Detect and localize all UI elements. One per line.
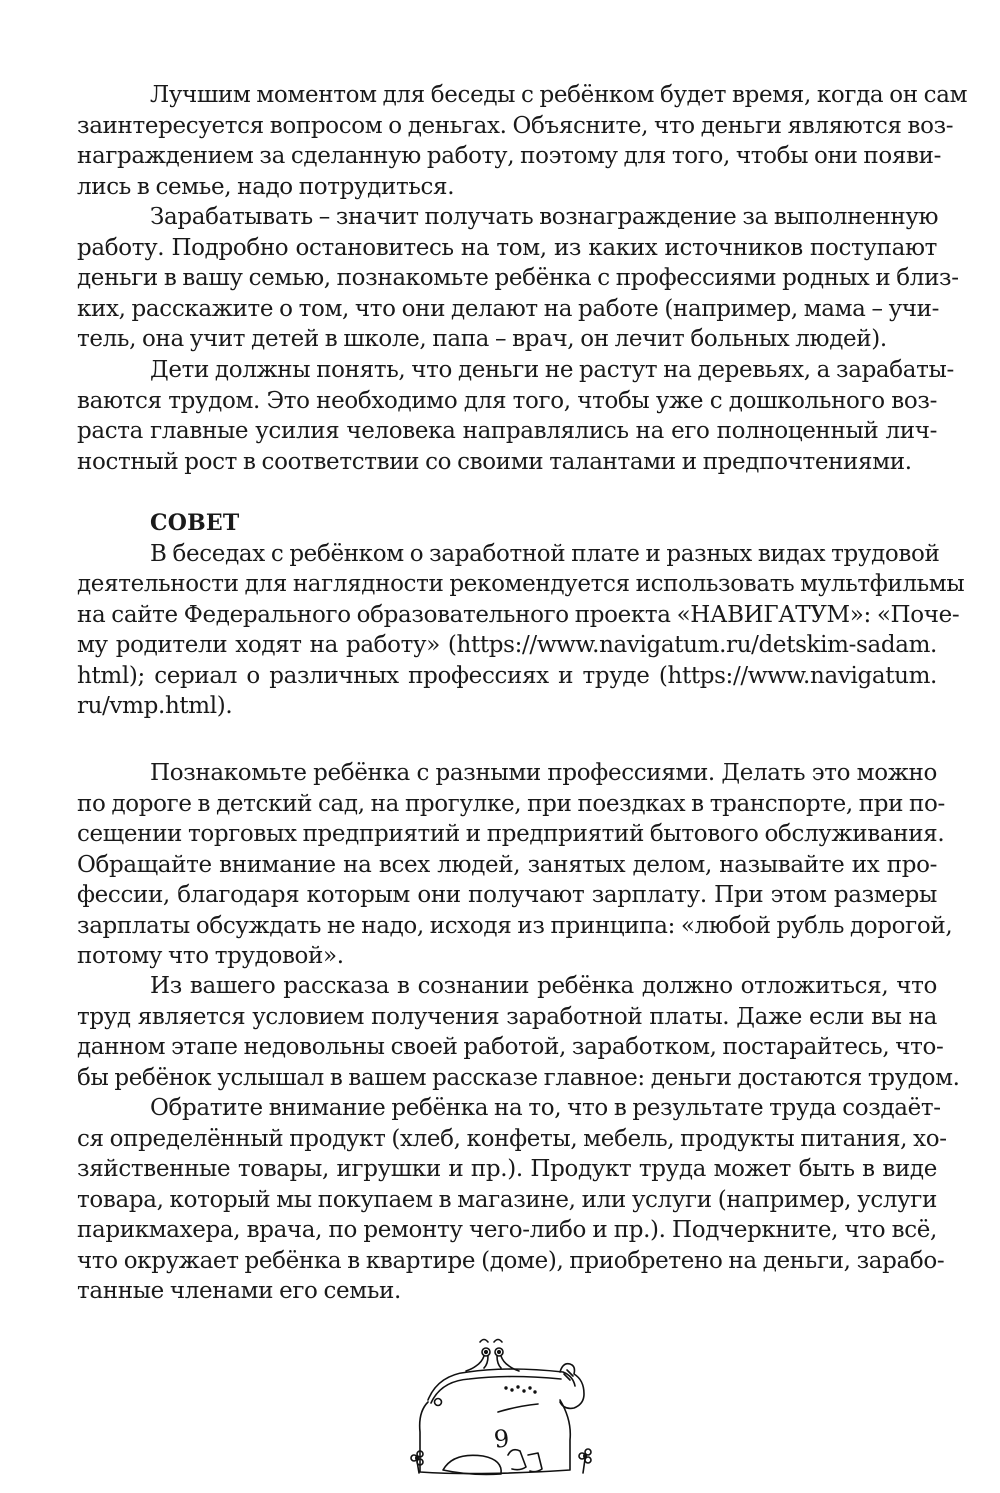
text-line: Познакомьте ребёнка с разными профессиями. Делать это можно xyxy=(150,760,937,786)
paragraph-children-understand xyxy=(77,355,954,477)
text-line: зарплаты обсуждать не надо, исходя из принципа: «любой рубль дорогой, xyxy=(77,912,953,939)
flower-right-icon xyxy=(579,1449,591,1473)
text-line: ких, расскажите о том, что они делают на работе (например, мама – учи- xyxy=(77,295,940,322)
text-line: Из вашего рассказа в сознании ребёнка должно отложиться, что xyxy=(150,973,937,999)
text-line: му родители ходят на работу» (https://www.navigatum.ru/detskim-sadam. xyxy=(77,632,937,658)
text-line: деньги в вашу семью, познакомьте ребёнка с профессиями родных и близ- xyxy=(77,265,959,291)
paragraph-product-of-labor xyxy=(77,1093,947,1307)
text-line: html); сериал о различных профессиях и труде (https://www.navigatum. xyxy=(77,662,937,689)
mouth xyxy=(498,1404,538,1412)
text-line: Обращайте внимание на всех людей, занятых делом, называйте их про- xyxy=(77,851,937,878)
text-line: труд является условием получения заработной платы. Даже если вы на xyxy=(77,1003,937,1030)
text-line: на сайте Федерального образовательного проекта «НАВИГАТУМ»: «Поче- xyxy=(77,601,960,628)
text-line: работу. Подробно остановитесь на том, из каких источников поступают xyxy=(77,234,937,261)
text-line: лись в семье, надо потрудиться. xyxy=(77,173,455,200)
text-line: тель, она учит детей в школе, папа – врач, он лечит больных людей). xyxy=(77,326,887,352)
advice-heading: СОВЕТ xyxy=(150,510,240,536)
text-line: деятельности для наглядности рекомендуется использовать мультфильмы xyxy=(77,571,965,597)
page-number: 9 xyxy=(492,1424,511,1454)
text-line: фессии, благодаря которым они получают зарплату. При этом размеры xyxy=(77,882,937,908)
paragraph-earning xyxy=(77,202,959,355)
text-line: бы ребёнок услышал в вашем рассказе главное: деньги достаются трудом. xyxy=(77,1064,960,1091)
text-line: Обратите внимание ребёнка на то, что в результате труда создаёт- xyxy=(150,1095,941,1121)
eyebrow-left xyxy=(480,1340,488,1343)
text-line: ru/vmp.html). xyxy=(77,693,233,719)
eyebrow-right xyxy=(494,1340,502,1343)
text-line: по дороге в детский сад, на прогулке, при поездках в транспорте, при по- xyxy=(77,790,945,817)
text-line: Лучшим моментом для беседы с ребёнком будет время, когда он сам xyxy=(150,82,968,108)
text-line: сещении торговых предприятий и предприятий бытового обслуживания. xyxy=(77,821,945,847)
text-line: потому что трудовой». xyxy=(77,943,344,969)
text-line: танные членами его семьи. xyxy=(77,1278,401,1304)
text-line: Зарабатывать – значит получать вознаграждение за выполненную xyxy=(150,204,939,230)
clasp-knob xyxy=(435,1399,442,1406)
text-line: ностный рост в соответствии со своими талантами и предпочтениями. xyxy=(77,448,912,475)
text-line: В беседах с ребёнком о заработной плате и разных видах трудовой xyxy=(150,540,940,567)
paragraph-your-story xyxy=(77,971,960,1093)
text-line: заинтересуется вопросом о деньгах. Объясните, что деньги являются воз- xyxy=(77,112,954,139)
text-line: данном этапе недовольны своей работой, заработком, постарайтесь, что- xyxy=(77,1034,944,1060)
paragraph-best-moment xyxy=(77,80,968,202)
text-line: ваются трудом. Это необходимо для того, чтобы уже с дошкольного воз- xyxy=(77,387,937,414)
text-line: парикмахера, врача, по ремонту чего-либо и пр.). Подчеркните, что всё, xyxy=(77,1217,937,1243)
purse-mascot-icon xyxy=(408,1330,598,1480)
text-line: что окружает ребёнка в квартире (доме), приобретено на деньги, зарабо- xyxy=(77,1247,945,1274)
text-line: зяйственные товары, игрушки и пр.). Продукт труда может быть в виде xyxy=(77,1156,937,1182)
text-line: ся определённый продукт (хлеб, конфеты, мебель, продукты питания, хо- xyxy=(77,1125,947,1152)
text-line: Дети должны понять, что деньги не растут на деревьях, а зарабаты- xyxy=(150,357,954,383)
text-line: товара, который мы покупаем в магазине, или услуги (например, услуги xyxy=(77,1186,937,1213)
paragraph-professions xyxy=(77,758,953,972)
advice-block xyxy=(77,508,965,722)
text-line: раста главные усилия человека направлялись на его полноценный лич- xyxy=(77,418,937,444)
text-line: награждением за сделанную работу, поэтому для того, чтобы они появи- xyxy=(77,143,942,169)
flower-left-icon xyxy=(411,1451,423,1473)
